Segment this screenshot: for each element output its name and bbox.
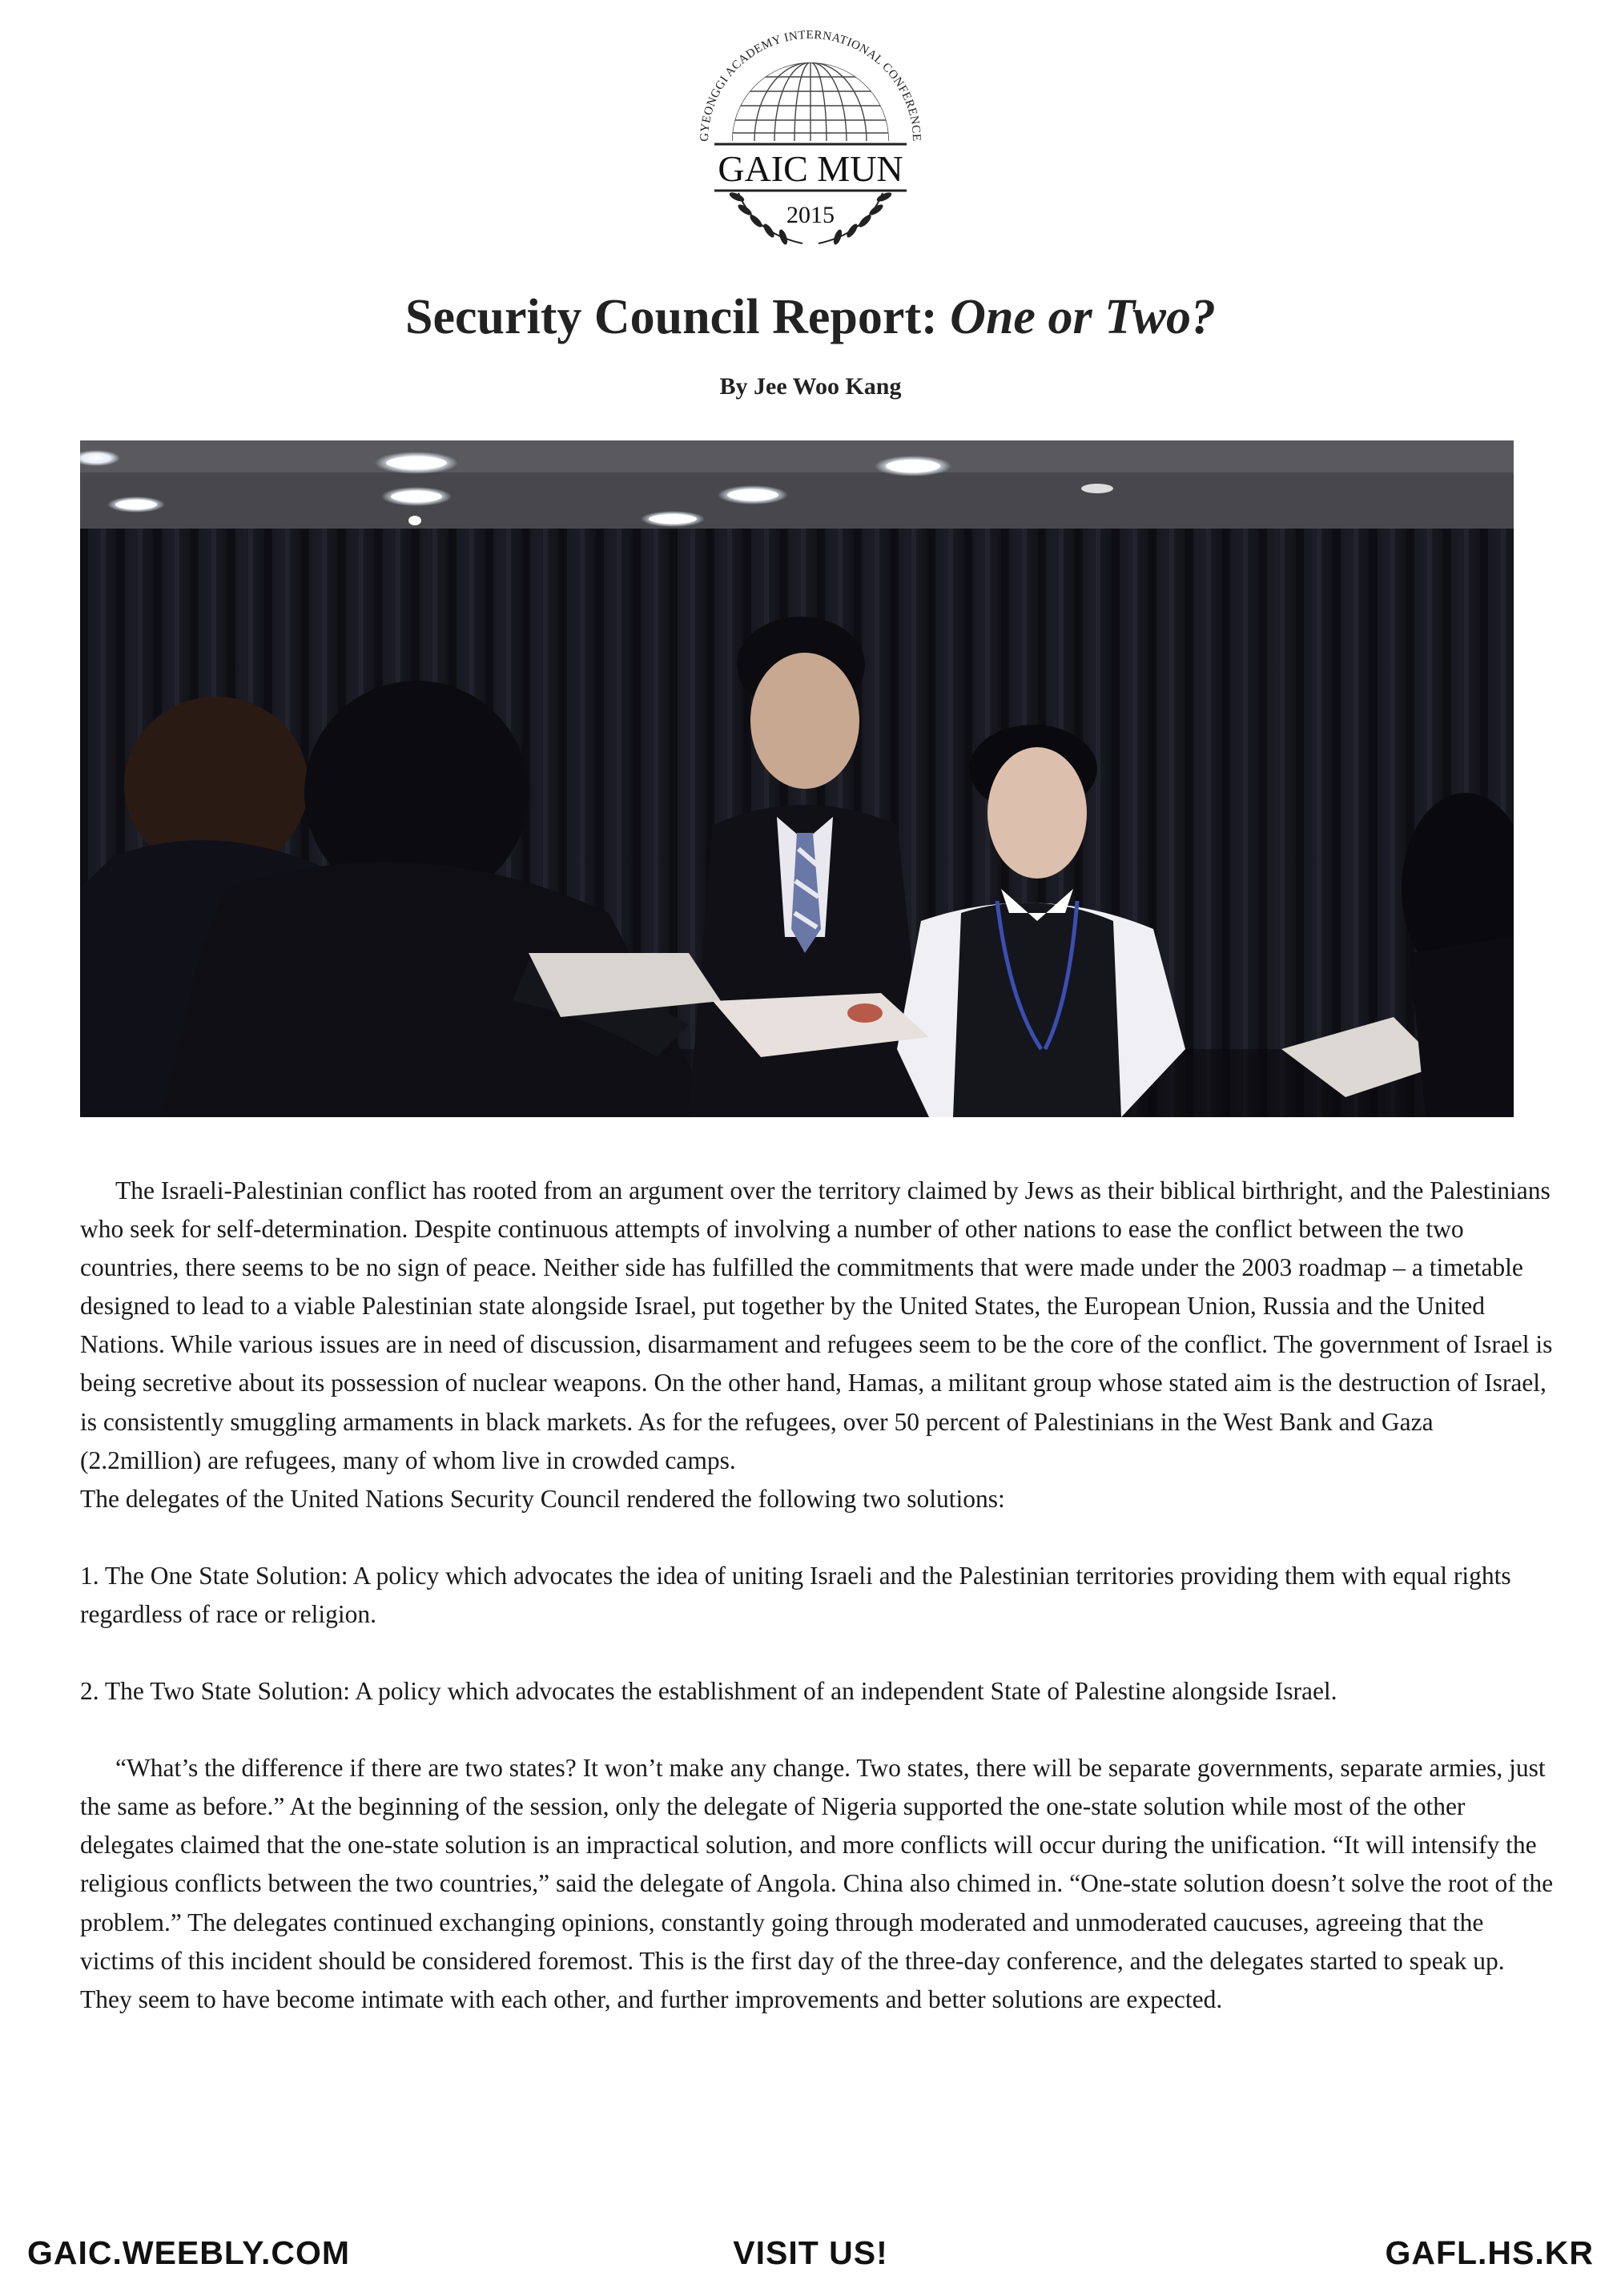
paragraph: The Israeli-Palestinian conflict has rooted from an argument over the territory claimed by Jews as their biblical birthright, and the Palestinians who seek for self-determination. Despite continuous attempts of involving a number of other nations to ease the conflict between the two countries, there seems to be no sign of peace. Neither side has fulfilled the commitments that were made under the 2003 roadmap – a timetable designed to lead to a viable Palestinian state alongside Israel, put together by the United States, the European Union, Russia and the United Nations. While various issues are in need of discussion, disarmament and refugees seem to be the core of the conflict. The government of Israel is being secretive about its possession of nuclear weapons. On the other hand, Hamas, a militant group whose stated aim is the destruction of Israel, is consistently smuggling armaments in black markets. As for the refugees, over 50 percent of Palestinians in the West Bank and Gaza (2.2million) are refugees, many of whom live in crowded camps. [80,1176,1553,1474]
paragraph: “What’s the difference if there are two states? It won’t make any change. Two states, there will be separate governments, separate armies, just the same as before.” At the beginning of the session, only the delegate of Nigeria supported the one-state solution while most of the other delegates claimed that the one-state solution is an impractical solution, and more conflicts will occur during the unification. “It will intensify the religious conflicts between the two countries,” said the delegate of Angola. China also chimed in. “One-state solution doesn’t solve the root of the problem.” The delegates continued exchanging opinions, constantly going through moderated and unmoderated caucuses, agreeing that the victims of this incident should be considered foremost. This is the first day of the three-day conference, and the delegates started to speak up. They seem to have become intimate with each other, and further improvements and better solutions are expected. [80,1754,1554,2013]
logo-arc-text: GYEONGGI ACADEMY INTERNATIONAL CONFERENCE [698,29,923,142]
paragraph: The delegates of the United Nations Security Council rendered the following two solutions: [80,1484,1005,1513]
gaic-mun-logo [690,29,931,253]
byline: By Jee Woo Kang [719,373,902,400]
footer-school-link[interactable]: GAFL.HS.KR [1385,2234,1594,2271]
logo-year: 2015 [786,202,835,228]
article-title [0,285,1621,349]
delegates-photo [80,440,1514,1117]
globe-icon [722,61,899,219]
solution-item: 2. The Two State Solution: A policy which advocates the establishment of an independent State of Palestine alongside Israel. [80,1677,1337,1706]
logo-name: GAIC MUN [718,148,903,189]
title-italic: One or Two? [950,290,1216,344]
footer-visit-text: VISIT US! [733,2234,888,2271]
footer-website-link[interactable]: GAIC.WEEBLY.COM [27,2234,351,2271]
solution-item: 1. The One State Solution: A policy which advocates the idea of uniting Israeli and the Palestinian territories providing them with equal rights regardless of race or religion. [80,1561,1511,1628]
title-main: Security Council Report: [404,290,951,344]
article-body [80,1172,1554,2019]
